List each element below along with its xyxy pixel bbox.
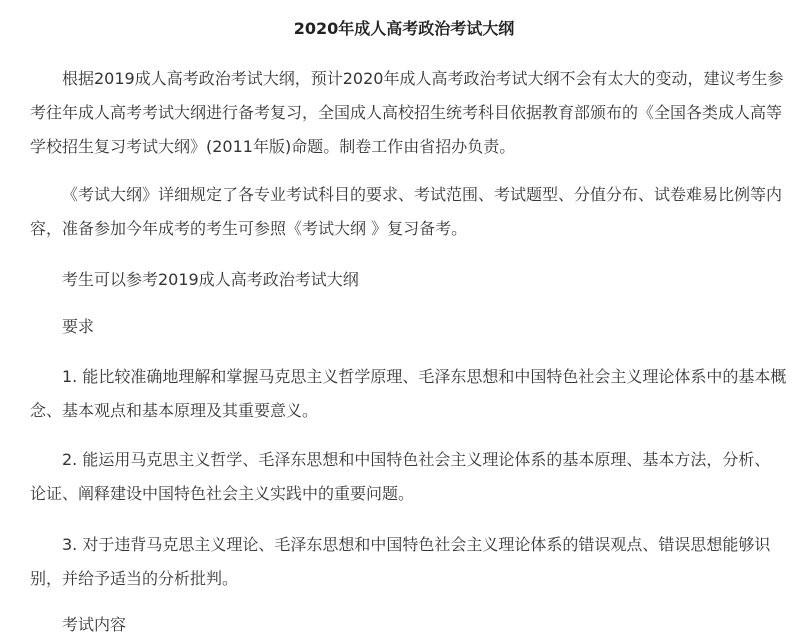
paragraph-intro: 根据2019成人高考政治考试大纲，预计2020年成人高考政治考试大纲不会有太大的变动，建议考生参考往年成人高考考试大纲进行备考复习，全国成人高校招生统考科目依据教育部颁布的《全国各类成人高等学校招生复习考试大纲》(2011年版)命题。制卷工作由省招办负责。: [30, 69, 784, 156]
requirement-item-1: 1. 能比较准确地理解和掌握马克思主义哲学原理、毛泽东思想和中国特色社会主义理论体系中的基本概念、基本观点和基本原理及其重要意义。: [30, 367, 787, 420]
section-heading-exam-content: 考试内容: [62, 615, 127, 634]
paragraph-reference-note: 考生可以参考2019成人高考政治考试大纲: [62, 270, 359, 289]
requirement-item-2: 2. 能运用马克思主义哲学、毛泽东思想和中国特色社会主义理论体系的基本原理、基本方法，分析、论证、阐释建设中国特色社会主义实践中的重要问题。: [30, 450, 771, 503]
article-title: 2020年成人高考政治考试大纲: [293, 19, 515, 38]
section-heading-requirements: 要求: [62, 317, 95, 336]
requirement-item-3: 3. 对于违背马克思主义理论、毛泽东思想和中国特色社会主义理论体系的错误观点、错误思想能够识别，并给予适当的分析批判。: [30, 535, 771, 588]
paragraph-outline-description: 《考试大纲》详细规定了各专业考试科目的要求、考试范围、考试题型、分值分布、试卷难易比例等内容，准备参加今年成考的考生可参照《考试大纲 》复习备考。: [30, 185, 783, 238]
